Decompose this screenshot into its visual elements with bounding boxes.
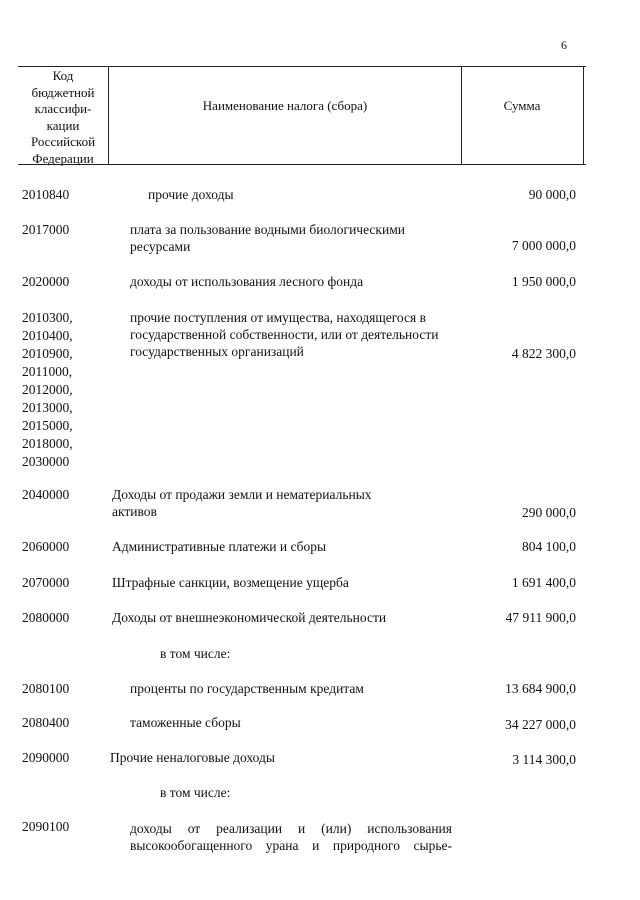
header-sum: Сумма — [503, 98, 541, 113]
row-code: 2040000 — [22, 487, 70, 502]
row-subheading: в том числе: — [160, 785, 231, 800]
header-code-line: кации — [46, 117, 80, 133]
header-code-line: Федерации — [32, 150, 94, 166]
row-code: 2090100 — [22, 819, 70, 834]
row-code: 2080100 — [22, 681, 70, 696]
row-code: 2090000 — [22, 750, 70, 765]
header-divider — [583, 66, 584, 164]
row-amount: 290 000,0 — [522, 505, 576, 520]
row-code: 2017000 — [22, 222, 70, 237]
header-code-line: классифи- — [34, 101, 92, 116]
row-name: доходы от использования лесного фонда — [130, 274, 364, 289]
row-name: Штрафные санкции, возмещение ущерба — [112, 575, 349, 590]
row-amount: 34 227 000,0 — [505, 717, 576, 732]
header-code-line: Российской — [30, 134, 96, 149]
header-name: Наименование налога (сбора) — [202, 98, 368, 113]
row-name: Доходы от внешнеэкономической деятельности — [112, 610, 387, 625]
row-code: 2010840 — [22, 187, 70, 202]
row-name: прочие доходы — [148, 187, 234, 202]
row-code: 2020000 — [22, 274, 70, 289]
row-code: 2080400 — [22, 715, 70, 730]
row-amount: 3 114 300,0 — [512, 752, 576, 767]
row-subheading: в том числе: — [160, 646, 231, 661]
page-number: 6 — [561, 38, 567, 52]
row-name: прочие поступления от имущества, находящегося в государственной собственности, или от деятельности государственных организаций — [130, 310, 439, 359]
row-name: плата за пользование водными биологическими ресурсами — [130, 222, 405, 254]
row-code: 2010300, 2010400, 2010900, 2011000, 2012000, 2013000, 2015000, 2018000, 2030000 — [22, 310, 73, 469]
row-amount: 47 911 900,0 — [505, 610, 576, 625]
row-name: доходы от реализации и (или) использования высокообогащенного урана и природного сырье- — [130, 821, 452, 853]
row-code: 2060000 — [22, 539, 70, 554]
row-name: Прочие неналоговые доходы — [110, 750, 275, 765]
row-name: Административные платежи и сборы — [112, 539, 327, 554]
row-name: таможенные сборы — [130, 715, 241, 730]
header-code-line: бюджетной — [31, 84, 95, 100]
header-divider — [461, 66, 462, 164]
row-amount: 1 691 400,0 — [511, 575, 576, 590]
row-amount: 7 000 000,0 — [511, 238, 576, 253]
header-code-line: Код — [52, 68, 74, 83]
row-amount: 13 684 900,0 — [505, 681, 576, 696]
row-name: Доходы от продажи земли и нематериальных активов — [112, 487, 372, 519]
header-code — [18, 68, 108, 167]
row-name: проценты по государственным кредитам — [130, 681, 364, 696]
row-amount: 4 822 300,0 — [511, 346, 576, 361]
row-code: 2080000 — [22, 610, 70, 625]
table-header-top-border — [18, 66, 586, 67]
row-amount: 804 100,0 — [522, 539, 576, 554]
row-code: 2070000 — [22, 575, 70, 590]
row-amount: 90 000,0 — [528, 187, 576, 202]
row-amount: 1 950 000,0 — [511, 274, 576, 289]
header-divider — [108, 66, 109, 164]
